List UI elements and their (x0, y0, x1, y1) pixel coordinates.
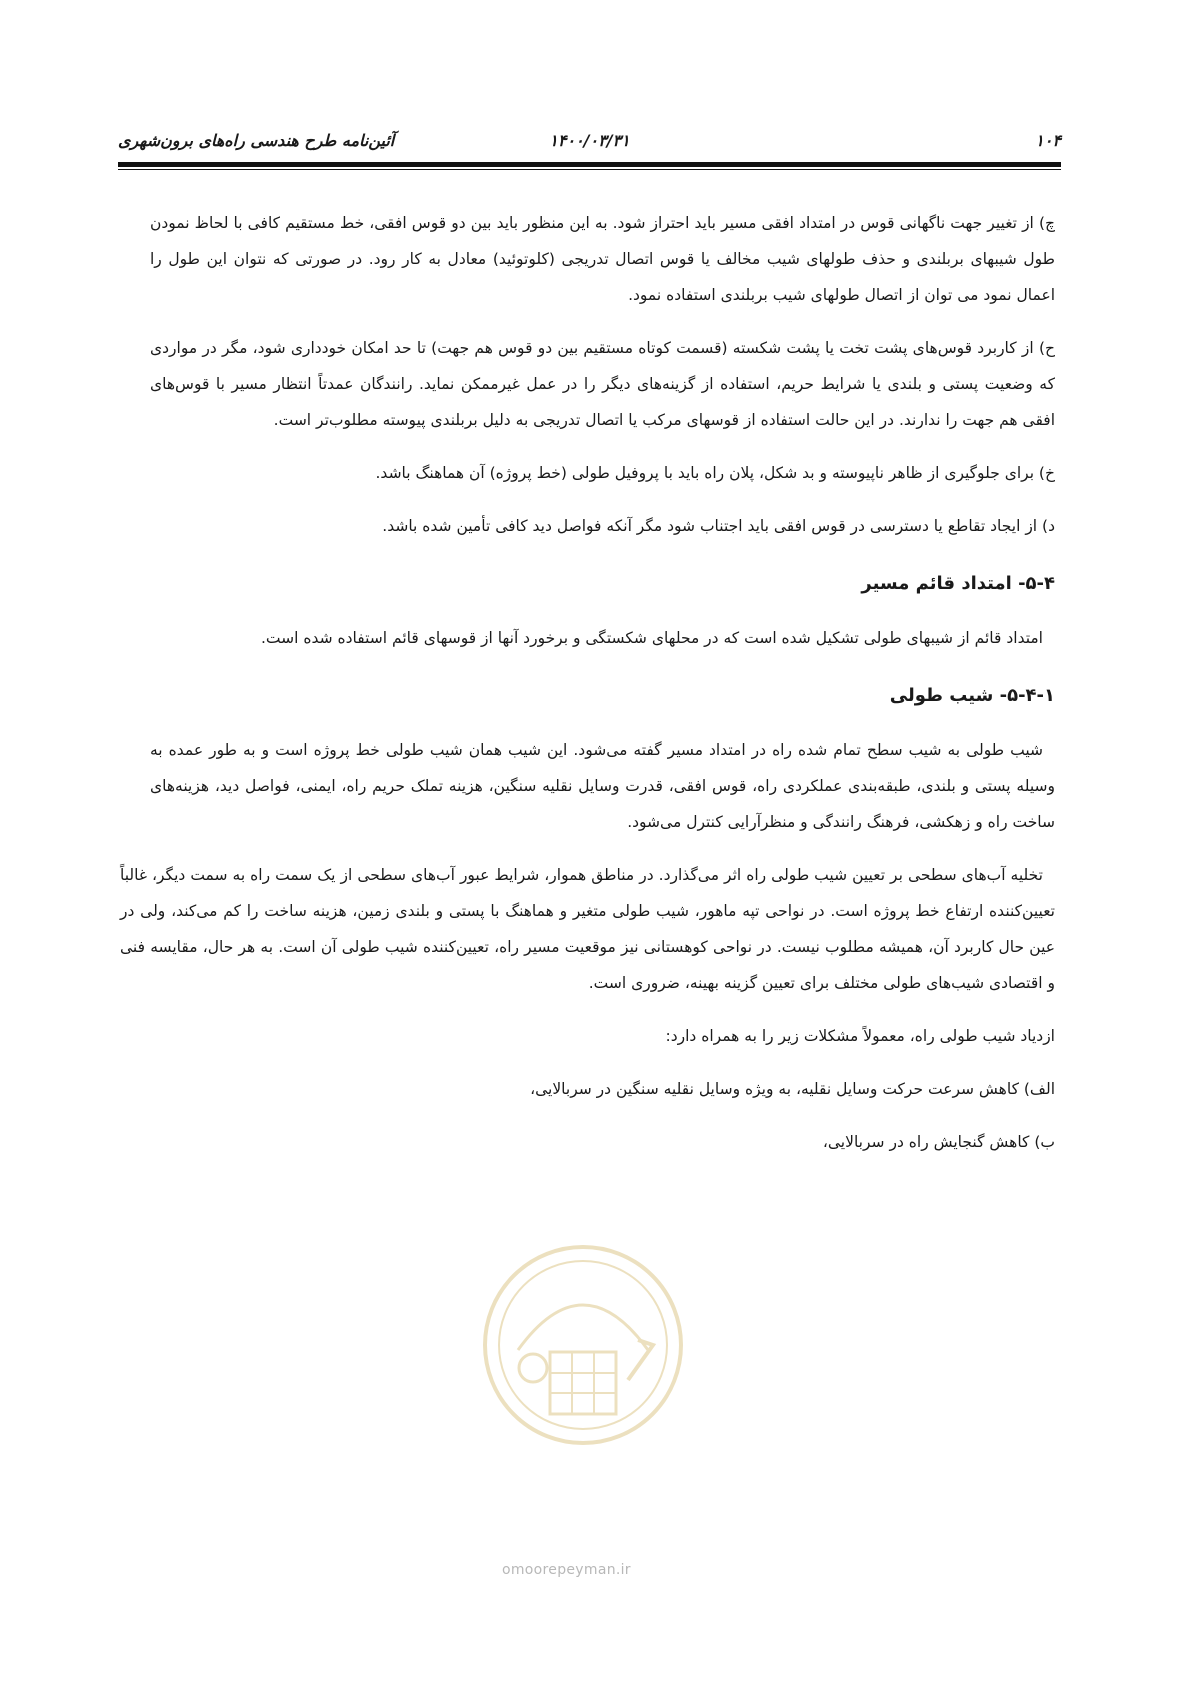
page-header (118, 128, 1061, 158)
paragraph-dal: د) از ایجاد تقاطع یا دسترسی در قوس افقی باید اجتناب شود مگر آنکه فواصل دید کافی تأمین شده باشد. (382, 517, 1055, 535)
list-item-be: ب) کاهش گنجایش راه در سربالایی، (822, 1133, 1055, 1151)
omoore-peyman-seal-icon (478, 1240, 688, 1450)
paragraph-khe: خ) برای جلوگیری از ظاهر ناپیوسته و بد شکل، پلان راه باید با پروفیل طولی (خط پروژه) آن هماهنگ باشد. (375, 464, 1055, 482)
list-item-alef: الف) کاهش سرعت حرکت وسایل نقلیه، به ویژه وسایل نقلیه سنگین در سربالایی، (530, 1080, 1055, 1098)
paragraph-grade-increase: ازدیاد شیب طولی راه، معمولاً مشکلات زیر را به همراه دارد: (665, 1027, 1055, 1045)
section-heading-5-4: ۵-۴- امتداد قائم مسیر (861, 573, 1055, 594)
header-date: ۱۴۰۰/۰۳/۳۱ (549, 131, 630, 150)
paragraph-che: چ) از تغییر جهت ناگهانی قوس در امتداد افقی مسیر باید احتراز شود. به این منظور باید بین دو قوس افقی، خط مستقیم کافی با لحاظ نمودن طول شیبهای بربلندی و حذف طولهای شیب مخالف یا قوس اتصال تدریجی (کلوتوئید) معادل به کار رود. در صورتی که نتوان این طول را اعمال نمود می توان از اتصال طولهای شیب بربلندی استفاده نمود. (150, 214, 1055, 304)
section-heading-5-4-1: ۵-۴-۱- شیب طولی (889, 685, 1055, 706)
paragraph-grade-drainage: تخلیه آب‌های سطحی بر تعیین شیب طولی راه اثر می‌گذارد. در مناطق هموار، شرایط عبور آب‌های سطحی از یک سمت راه به سمت دیگر، غالباً تعیین‌کننده ارتفاع خط پروژه است. در نواحی تپه ماهور، شیب طولی متغیر و هماهنگ با پستی و بلندی زمین، هزینه ساخت را کم می‌کند، ولی در عین حال کاربرد آن، همیشه مطلوب نیست. در نواحی کوهستانی نیز موقعیت مسیر راه، تعیین‌کننده شیب طولی آن است. به هر حال، مقایسه فنی و اقتصادی شیب‌های طولی مختلف برای تعیین گزینه بهینه، ضروری است. (120, 866, 1055, 992)
header-title: آئین‌نامه طرح هندسی راه‌های برون‌شهری (118, 131, 395, 150)
page-number: ۱۰۴ (1035, 131, 1061, 150)
paragraph-grade-definition: شیب طولی به شیب سطح تمام شده راه در امتداد مسیر گفته می‌شود. این شیب همان شیب طولی خط پروژه است و به طور عمده به وسیله پستی و بلندی، طبقه‌بندی عملکردی راه، قوس افقی، قدرت وسایل نقلیه سنگین، هزینه تملک حریم راه، ایمنی، فواصل دید، هزینه‌های ساخت راه و زهکشی، فرهنگ رانندگی و منظرآرایی کنترل می‌شود. (150, 741, 1055, 831)
paragraph-he: ح) از کاربرد قوس‌های پشت تخت یا پشت شکسته (قسمت کوتاه مستقیم بین دو قوس هم جهت) تا حد امکان خودداری شود، مگر در مواردی که وضعیت پستی و بلندی یا شرایط حریم، استفاده از گزینه‌های دیگر را در عمل غیرممکن نماید. رانندگان عمدتاً انتظار مسیر با قوس‌های افقی هم جهت را ندارند. در این حالت استفاده از قوسهای مرکب یا اتصال تدریجی به دلیل بربلندی پیوسته مطلوب‌تر است. (150, 339, 1055, 429)
header-rule-thick (118, 162, 1061, 167)
paragraph-vertical-intro: امتداد قائم از شیبهای طولی تشکیل شده است که در محلهای شکستگی و برخورد آنها از قوسهای قائم استفاده شده است. (261, 629, 1043, 647)
watermark-url: omoorepeyman.ir (502, 1562, 631, 1578)
document-body (120, 205, 1055, 1177)
header-rule-thin (118, 169, 1061, 170)
